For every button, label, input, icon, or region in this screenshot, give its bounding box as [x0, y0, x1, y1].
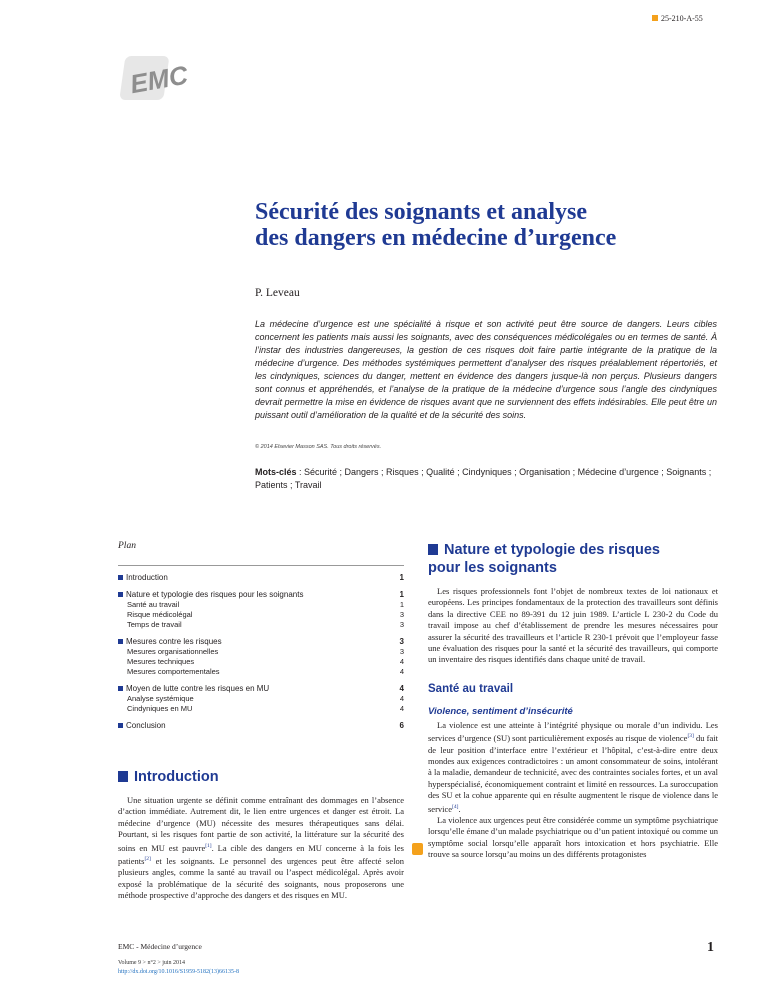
plan-entry-label: Analyse systémique — [127, 694, 194, 703]
subsection-heading-sante: Santé au travail — [428, 683, 514, 695]
plan-entry-page: 3 — [399, 637, 404, 646]
plan-section — [118, 684, 404, 714]
article-title: Sécurité des soignants et analyse des dangers en médecine d’urgence — [255, 199, 617, 251]
plan-entry-page: 1 — [399, 600, 404, 609]
citation-4[interactable]: [4] — [452, 803, 459, 810]
copyright: © 2014 Elsevier Masson SAS. Tous droits réservés. — [255, 444, 382, 450]
subsubsection-heading-violence: Violence, sentiment d’insécurité — [428, 706, 573, 717]
plan-entry-page: 4 — [399, 704, 404, 713]
plan-section — [118, 573, 404, 583]
violence-paragraph-2: La violence aux urgences peut être considérée comme un symptôme psychiatrique lorsqu’elle émane d’un malade psychiatrique ou d’un patient intoxiqué ou comme un symptôme social lorsqu’elle apparaît hors intoxication et hors psychiatrie. Elle trouve sa source lorsqu’au moins un des différents protagonistes — [428, 814, 718, 860]
plan-subentry[interactable] — [118, 610, 404, 620]
plan-entry-page: 3 — [399, 620, 404, 629]
plan-entry-page: 3 — [399, 610, 404, 619]
citation-3[interactable]: [3] — [687, 733, 694, 740]
plan-entry-label: Temps de travail — [127, 620, 182, 629]
journal-name: EMC - Médecine d’urgence — [118, 942, 202, 951]
plan-subentry[interactable] — [118, 694, 404, 704]
keywords — [255, 466, 715, 492]
plan-section — [118, 721, 404, 731]
violence-paragraph-1: La violence est une atteinte à l’intégrité physique ou morale d’un individu. Les services d’urgence (SU) sont particulièrement exposés au risque de violence[3] du fait de leur position d’interface entre l’extérieur et l’hôpital, c’est-à-dire entre deux mondes aux exigences contradictoires : un amont consommateur de soins, intolérant à la maladie, demandeur de technicité, avec des contraintes sociales fortes, et un aval hyperspécialisé, économiquement contraint et limité en ressources. La suroccupation des SU et la cohue apparente qui en résulte augmentent le risque de violence dans le service[4]. — [428, 720, 718, 814]
plan-section — [118, 637, 404, 677]
citation-1[interactable]: [1] — [205, 842, 212, 849]
keywords-label: Mots-clés — [255, 467, 297, 477]
plan-subentry[interactable] — [118, 620, 404, 630]
citation-2[interactable]: [2] — [144, 855, 151, 862]
section-square-icon — [428, 544, 438, 555]
plan-entry-page: 4 — [399, 694, 404, 703]
plan-section — [118, 590, 404, 630]
plan-entry[interactable] — [118, 684, 404, 694]
plan-entry-label: Nature et typologie des risques pour les soignants — [118, 590, 303, 600]
plan-subentry[interactable] — [118, 600, 404, 610]
nature-paragraph: Les risques professionnels font l’objet de nombreux textes de loi nationaux et européens. Les principes fondamentaux de la protection des travailleurs sont définis dans la directive CEE no 89-391 du 12 juin 1989. L’article L 230-2 du Code du travail impose au chef d’établissement de prendre les mesures nécessaires pour assurer la sécurité des travailleurs et l’article R 230-1 prévoit que l’employeur fasse une évaluation des risques pour la santé et la sécurité des travailleurs, qui comporte un inventaire des risques identifiés dans chaque unité de travail. — [428, 586, 718, 665]
plan-entry-page: 6 — [399, 721, 404, 730]
plan-entry-label: Mesures techniques — [127, 657, 195, 666]
author: P. Leveau — [255, 287, 300, 299]
section-heading-introduction: Introduction — [118, 768, 219, 786]
plan-subentry[interactable] — [118, 667, 404, 677]
plan-entry-label: Santé au travail — [127, 600, 180, 609]
hand-icon[interactable] — [412, 843, 423, 855]
plan-entry[interactable] — [118, 573, 404, 583]
plan-entry[interactable] — [118, 590, 404, 600]
plan-subentry[interactable] — [118, 704, 404, 714]
plan-entry-label: Moyen de lutte contre les risques en MU — [118, 684, 269, 694]
plan-entry[interactable] — [118, 721, 404, 731]
plan-entry-page: 4 — [399, 667, 404, 676]
plan-entry[interactable] — [118, 637, 404, 647]
plan-entry-label: Introduction — [118, 573, 168, 583]
doi-link[interactable]: http://dx.doi.org/10.1016/S1959-5182(13)66135-8 — [118, 969, 240, 975]
plan-entry-label: Mesures comportementales — [127, 667, 220, 676]
plan-title: Plan — [118, 541, 136, 551]
plan-entry-page: 4 — [399, 684, 404, 693]
volume-info: Volume 9 > n°2 > juin 2014 — [118, 960, 186, 966]
plan-entry-page: 4 — [399, 657, 404, 666]
orange-square-icon — [652, 15, 658, 21]
violence-text — [428, 720, 718, 861]
logo-text: EMC — [127, 59, 190, 100]
plan-entry-label: Risque médicolégal — [127, 610, 193, 619]
emc-logo — [124, 52, 190, 108]
abstract: La médecine d’urgence est une spécialité à risque et son activité peut être source de dangers. Leurs cibles concernent les patients mais aussi les soignants, avec des conséquences médicolégales ou en termes de santé. À l’instar des industries dangereuses, la gestion de ces risques doit faire partie intégrante de la pratique de la médecine d’urgence. Des méthodes systémiques permettent d’analyser des risques préalablement répertoriés, et les cindyniques, sciences du danger, mettent en évidence des dangers jusque-là non perçus. Plusieurs dangers sont connus et appréhendés, et l’analyse de la pratique de la médecine d’urgence sous l’angle des cindyniques devrait permettre la mise en évidence de risques avant que ne surviennent des effets indésirables. Elle peut être un puissant outil d’amélioration de la qualité et de la sécurité des soins. — [255, 319, 717, 420]
plan-entry-label: Mesures contre les risques — [118, 637, 222, 647]
plan-divider — [118, 565, 404, 566]
plan-entry-page: 1 — [399, 590, 404, 599]
keywords-list: : Sécurité ; Dangers ; Risques ; Qualité ; Cindyniques ; Organisation ; Médecine d’urgence ; Soignants ; Patients ; Travail — [255, 467, 712, 490]
reference-code: 25-210-A-55 — [652, 14, 703, 23]
plan-entry-label: Conclusion — [118, 721, 166, 731]
page-number: 1 — [707, 940, 714, 955]
plan-subentry[interactable] — [118, 657, 404, 667]
plan-entry-label: Mesures organisationnelles — [127, 647, 219, 656]
section-square-icon — [118, 771, 128, 782]
plan-entry-label: Cindyniques en MU — [127, 704, 193, 713]
introduction-paragraph: Une situation urgente se définit comme entraînant des dommages en l’absence d’action immédiate. Autrement dit, le lien entre urgences et danger est étroit. La médecine d’urgence (MU) nécessite des mesures thérapeutiques sans délai. Pourtant, si les risques font partie de son activité, la littérature sur la sécurité des soins en MU est pauvre[1]. La cible des dangers en MU concerne à la fois les patients[2] et les soignants. Le personnel des urgences peut être affecté selon plusieurs angles, comme la santé au travail ou l’aspect médicolégal. Après avoir exposé la problématique de la sécurité des soignants, nous proposerons une méthode prospective d’approche des dangers et des risques en MU. — [118, 795, 404, 900]
table-of-contents — [118, 541, 404, 731]
plan-subentry[interactable] — [118, 647, 404, 657]
section-heading-nature: Nature et typologie des risques pour les soignants — [428, 542, 660, 576]
plan-list — [118, 573, 404, 731]
plan-entry-page: 1 — [399, 573, 404, 582]
plan-entry-page: 3 — [399, 647, 404, 656]
